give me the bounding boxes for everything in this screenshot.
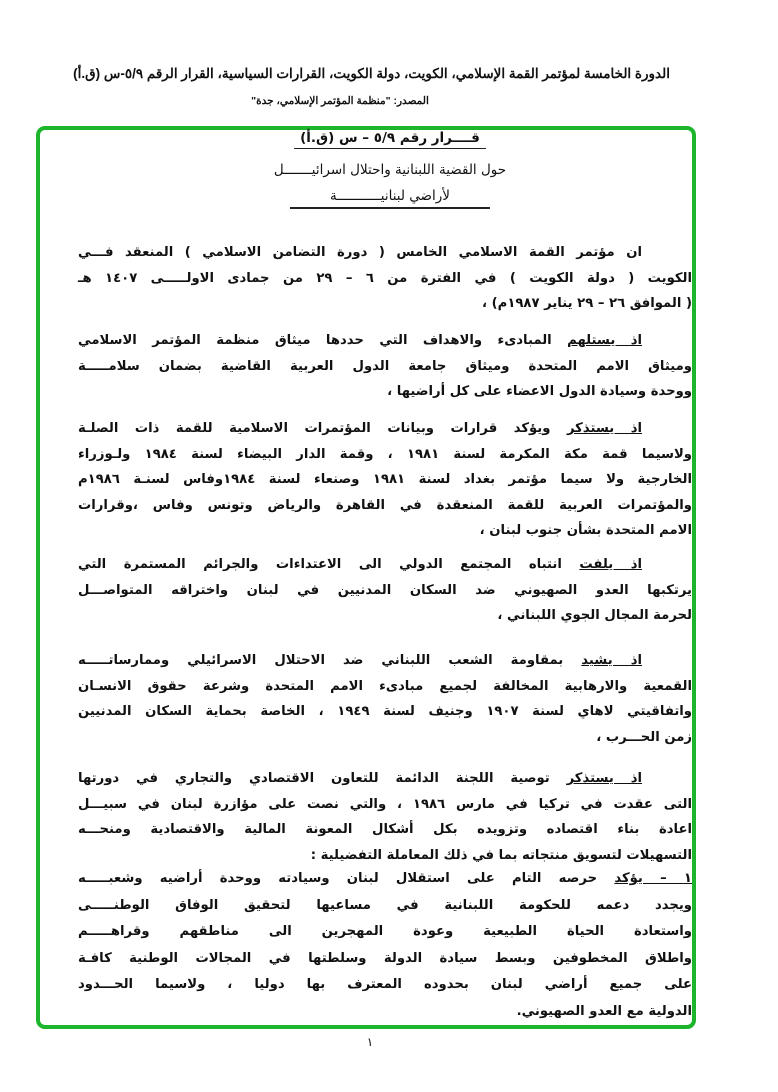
text-line [78,674,692,700]
line-text: الخارجية ولا سيما مؤتمر بغداد لسنة ١٩٨١ وصنعاء لسنة ١٩٨٤وفاس لسنـة ١٩٨٦م [78,472,692,487]
paragraph-lead: اذ يلفت [579,557,642,572]
paragraph-lead: اذ يستلهم [567,333,642,348]
line-text: ان مؤتمر القمة الاسلامي الخامس ( دورة التضامن الاسلامي ) المنعقد فـــي [78,245,642,260]
line-text: ويؤكد قرارات وبيانات المؤتمرات الاسلامية للقمة ذات الصلـة [78,421,567,436]
text-line [78,725,692,751]
line-text: توصية اللجنة الدائمة للتعاون الاقتصادي والتجاري في دورتها [78,771,567,786]
line-text: ( الموافق ٢٦ – ٢٩ يناير ١٩٨٧م) ، [482,296,692,311]
paragraph [78,552,692,629]
paragraph-lead: اذ يشيد [581,653,642,668]
line-text: المبادىء والاهداف التي حددها ميثاق منظمة المؤتمر الاسلامي [78,333,568,348]
line-text: ويجدد دعمه للحكومة اللبنانية في مساعيها لتحقيق الوفاق الوطنـــــى [78,897,692,913]
paragraph [78,648,692,750]
line-text: واتفاقيتي لاهاي لسنة ١٩٠٧ وجنيف لسنة ١٩٤٩ ، الخاصة بحماية السكان المدنيين [78,704,693,719]
text-line [78,467,692,493]
resolution-subject-line1 [90,162,690,178]
text-line [78,552,692,578]
line-text: زمن الحـــرب ، [596,729,692,745]
paragraph [78,240,692,317]
text-line [78,240,692,266]
text-line [78,946,692,973]
line-text: ووحدة وسيادة الدول الاعضاء على كل أراضيها ، [387,384,692,399]
text-line [78,266,692,292]
line-text: الامم المتحدة بشأن جنوب لبنان ، [479,523,692,538]
line-text: والمؤتمرات العربية للقمة المنعقدة في القاهرة والرياض وتونس وفاس ،وقرارات [78,497,692,513]
text-line [78,442,692,468]
text-line [78,354,692,380]
line-text: واستعادة الحياة الطبيعية وعودة المهجرين الى مناطقهم وقراهـــــم [78,924,692,939]
text-line [78,766,692,792]
paragraph [78,416,692,544]
line-text: اعادة بناء اقتصاده وتزويده بكل أشكال المعونة المالية والاقتصادية ومنحـــه [78,822,692,837]
text-line [78,792,692,818]
text-line [78,379,692,405]
text-line [78,843,692,869]
text-line [78,416,692,442]
resolution-number [90,130,690,146]
line-text: القمعية والارهابية المخالفة لجميع مبادىء الامم المتحدة وشرعة حقوق الانسـان [78,678,692,694]
line-text: على جميع أراضي لبنان بحدوده المعترف بها دوليا ، ولاسيما الحـــدود [78,977,692,992]
document-header-title: الدورة الخامسة لمؤتمر القمة الإسلامي، الكويت، دولة الكويت، القرارات السياسية، القرار الرقم ٥/٩-س (ق.أ) [73,66,670,81]
subject-line1-text: حول القضية اللبنانية واحتلال اسرائيـــــــل [273,162,507,178]
line-text: انتباه المجتمع الدولي الى الاعتداءات والجرائم المستمرة التي [78,557,580,572]
document-source: المصدر: "منظمة المؤتمر الإسلامي، جدة" [251,95,429,107]
line-text: حرصه التام على استقلال لبنان وسيادته ووحدة أراضيه وشعبـــــه [78,871,615,886]
line-text: التى عقدت في تركيا في مارس ١٩٨٦ ، والتي نصت على مؤازرة لبنان في سبيـــل [78,796,692,812]
text-line [78,578,692,604]
text-line [78,291,692,317]
text-line [78,603,692,629]
paragraph-lead: اذ يستذكر [566,421,642,436]
text-line [78,972,692,999]
paragraph [78,766,692,868]
text-line [78,893,692,920]
line-text: يرتكبها العدو الصهيوني ضد السكان المدنيين في لبنان واختراقه المتواصـــل [78,582,692,598]
text-line [78,866,692,893]
subject-line2-text: لأراضي لبنانيـــــــــــة [290,188,490,209]
paragraph [78,328,692,405]
line-text: لحرمة المجال الجوي اللبناني ، [497,608,692,623]
line-text: واطلاق المخطوفين وبسط سيادة الدولة وسلطتها في المجالات الوطنية كافـة [78,950,692,966]
text-line [78,817,692,843]
paragraph-lead: اذ يستذكر [566,771,642,786]
resolution-number-text: قــــرار رقم ٥/٩ – س (ق.أ) [294,130,486,149]
line-text: التسهيلات لتسويق منتجاته بما في ذلك المعاملة التفضيلية : [310,847,692,863]
line-text: بمقاومة الشعب اللبناني ضد الاحتلال الاسرائيلي وممارساتـــــه [78,653,582,668]
line-text: الكويت ( دولة الكويت ) في الفترة من ٦ – ٢٩ من جمادى الاولـــــى ١٤٠٧ هـ [78,270,692,286]
line-text: وميثاق الامم المتحدة وميثاق جامعة الدول العربية القاضية بضمان سلامـــــة [78,358,692,374]
text-line [78,919,692,946]
text-line [78,328,692,354]
resolution-subject-line2 [90,188,690,204]
text-line [78,648,692,674]
text-line [78,493,692,519]
page-number: ١ [366,1035,374,1049]
paragraph-lead: ١ – يؤكد [614,871,692,886]
text-line [78,999,692,1026]
paragraph [78,866,692,1025]
text-line [78,518,692,544]
line-text: الدولية مع العدو الصهيوني. [516,1003,692,1019]
line-text: ولاسيما قمة مكة المكرمة لسنة ١٩٨١ ، وقمة الدار البيضاء لسنة ١٩٨٤ ولـوزراء [78,446,693,462]
text-line [78,699,692,725]
